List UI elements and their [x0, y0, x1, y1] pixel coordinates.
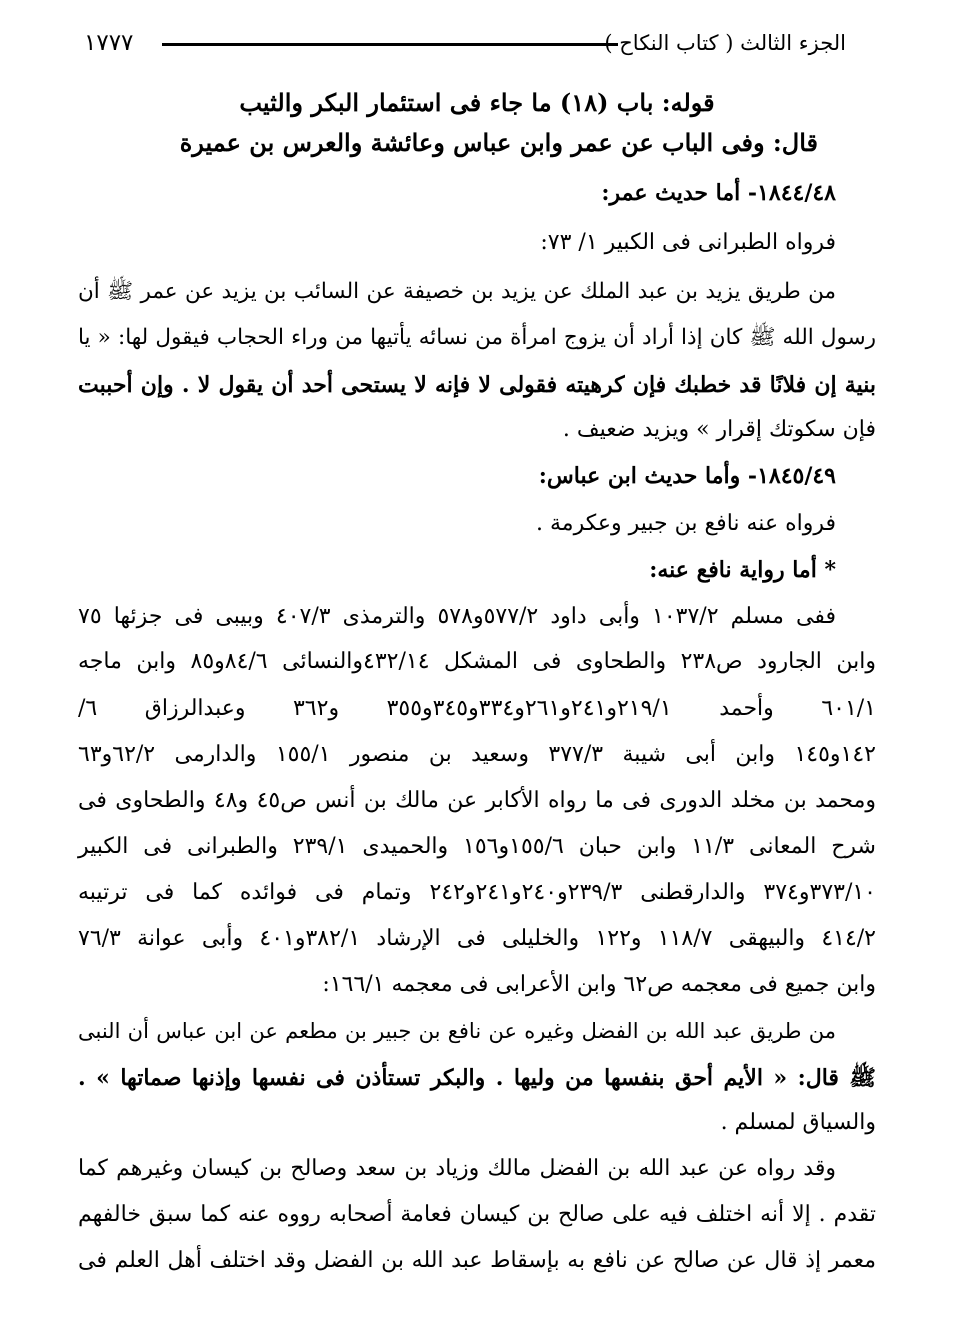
hadith-heading-ibn-abbas: ١٨٤٥/٤٩- وأما حديث ابن عباس: [538, 463, 836, 489]
text-line: معمر إذ قال عن صالح عن نافع به بإسقاط عبد الله بن الفضل وقد اختلف أهل العلم فى [78, 1248, 876, 1273]
text-line: ٣٧٣/١٠و٣٧٤ والدارقطنى ٢٣٩/٣و٢٤٠و٢٤١و٢٤٢ وتمام فى فوائده كما فى ترتيبه [78, 880, 876, 905]
running-header-title: الجزء الثالث ( كتاب النكاح ) [604, 31, 846, 55]
header-rule [162, 43, 618, 46]
text-line: من طريق يزيد بن عبد الملك عن يزيد بن خصيفة عن السائب بن يزيد عن عمر ﷺ أن [78, 279, 836, 304]
text-line: ٤١٤/٢ والبيهقى ١١٨/٧ و١٢٢ والخليلى فى الإرشاد ٣٨٢/١و٤٠١ وأبى عوانة ٧٦/٣ [78, 926, 876, 951]
text-line: ﷺ قال: « الأيم أحق بنفسها من وليها . والبكر تستأذن فى نفسها وإذنها صماتها » . [78, 1065, 876, 1091]
text-line: فرواه الطبرانى فى الكبير ١/ ٧٣: [540, 230, 836, 255]
text-line: ١٤٢و١٤٥ وابن أبى شيبة ٣٧٧/٣ وسعيد بن منصور ١٥٥/١ والدارمى ٦٢/٢و٦٣ [78, 742, 876, 767]
text-line: ٦٠١/١ وأحمد ٢١٩/١و٢٤١و٢٦١و٣٣٤و٣٤٥و٣٥٥ و٣٦٢ وعبدالرزاق ٦/ [78, 696, 876, 721]
text-line: فرواه عنه نافع بن جبير وعكرمة . [536, 511, 836, 536]
text-line: وابن جميع فى معجمه ص٦٢ وابن الأعرابى فى معجمه ١٦٦/١: [322, 972, 876, 997]
text-line: وابن الجارود ص٢٣٨ والطحاوى فى المشكل ٤٣٢/١٤والنسائى ٨٤/٦و٨٥ وابن ماجه [78, 649, 876, 674]
text-line: من طريق عبد الله بن الفضل وغيره عن نافع بن جبير بن مطعم عن ابن عباس أن النبى [78, 1019, 836, 1043]
chapter-subheading: قال: وفى الباب عن عمر وابن عباس وعائشة والعرس بن عميرة [179, 128, 818, 157]
text-line: شرح المعانى ١١/٣ وابن حبان ١٥٥/٦و١٥٦ والحميدى ٢٣٩/١ والطبرانى فى الكبير [78, 834, 876, 859]
subheading-nafi: * أما رواية نافع عنه: [649, 557, 836, 583]
text-line: ومحمد بن مخلد الدورى فى ما رواه الأكابر عن مالك بن أنس ص٤٥ و٤٨ والطحاوى فى [78, 788, 877, 813]
text-line: وقد رواه عن عبد الله بن الفضل مالك وزياد بن سعد وصالح بن كيسان وغيرهم كما [78, 1156, 836, 1181]
page-number: ١٧٧٧ [84, 30, 134, 56]
text-line: والسياق لمسلم . [720, 1110, 876, 1135]
text-line: بنية إن فلانًا قد خطبك فإن كرهيته فقولى لا فإنه لا يستحى أحد أن يقول لا . وإن أحببت [78, 372, 876, 398]
hadith-heading-umar: ١٨٤٤/٤٨- أما حديث عمر: [601, 180, 836, 206]
text-line: ففى مسلم ١٠٣٧/٢ وأبى داود ٥٧٧/٢و٥٧٨ والترمذى ٤٠٧/٣ وبيبى فى جزئها ٧٥ [78, 604, 836, 629]
text-line: فإن سكوتك إقرار » ويزيد ضعيف . [562, 417, 876, 442]
text-line: رسول الله ﷺ كان إذا أراد أن يزوج امرأة من نسائه يأتيها من وراء الحجاب فيقول لها: « يا [78, 325, 876, 350]
chapter-heading: قوله: باب (١٨) ما جاء فى استئمار البكر والثيب [239, 88, 715, 117]
text-line: تقدم . إلا أنه اختلف فيه على صالح بن كيسان فعامة أصحابه رووه عنه كما سبق خالفهم [78, 1202, 876, 1227]
